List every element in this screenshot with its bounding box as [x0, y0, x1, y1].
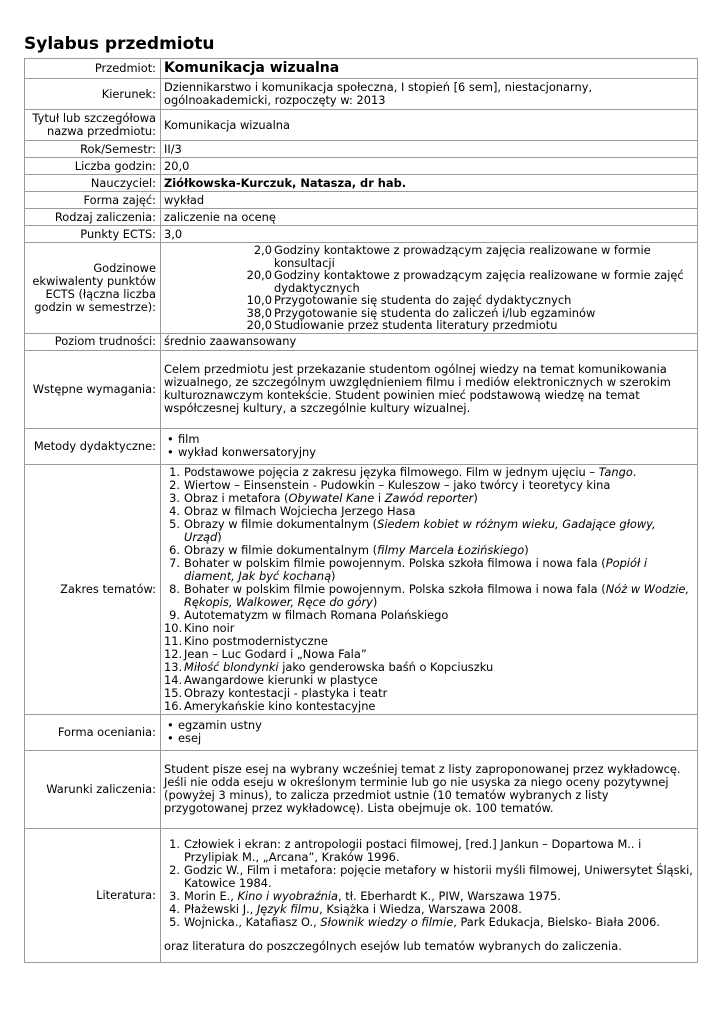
item-after: ): [217, 529, 222, 544]
hours-item: [164, 244, 694, 269]
hours-text: Godziny kontaktowe z prowadzącym zajęcia realizowane w formie zajęć dydaktycznych: [274, 268, 684, 295]
item-after: ): [524, 542, 529, 557]
value-ekwiwalenty: [161, 243, 698, 334]
value-godziny: 20,0: [161, 158, 698, 175]
item-after: , tł. Eberhardt K., PIW, Warszawa 1975.: [338, 888, 561, 903]
item-text: Obrazy w filmie dokumentalnym (: [184, 516, 378, 531]
value-warunki: Student pisze esej na wybrany wcześniej temat z listy zaproponowanej przez wykładowcę. Jeśli nie odda eseju w określonym terminie lub go nie usyska za niego oceny pozytywnej (powyżej 3 minus), to zalicza przedmiot ustnie (10 tematów wybranych z listy przygotowanej przez wykładowcę). Lista obejmuje ok. 100 tematów.: [161, 750, 698, 828]
hours-text: Godziny kontaktowe z prowadzącym zajęcia realizowane w formie konsultacji: [274, 243, 651, 270]
hours-item: [164, 269, 694, 294]
item-italic: Obywatel Kane: [288, 490, 375, 505]
item-text: Płażewski J.,: [184, 901, 257, 916]
item-italic: Kino i wyobraźnia: [237, 888, 339, 903]
item-number: 5.: [169, 914, 180, 929]
item-text: Kino postmodernistyczne: [184, 633, 328, 648]
item-number: 2.: [169, 477, 180, 492]
row-kierunek: [25, 79, 698, 110]
item-italic: Tango: [598, 464, 633, 479]
value-zakres: [161, 464, 698, 714]
item-after: .: [632, 464, 637, 479]
item-after: jako genderowska baśń o Kopciuszku: [278, 659, 494, 674]
value-rodzaj-zaliczenia: zaliczenie na ocenę: [161, 209, 698, 226]
hours-value: 10,0: [246, 293, 272, 307]
item-italic: Język filmu: [256, 901, 320, 916]
hours-item: [164, 294, 694, 307]
item-italic: Nóż w Wodzie, Rękopis, Walkower, Ręce do góry: [184, 581, 689, 609]
item-number: 4.: [169, 901, 180, 916]
item-text: Morin E.,: [184, 888, 238, 903]
label-ects: Punkty ECTS:: [25, 226, 161, 243]
list-item: [164, 838, 694, 864]
row-rodzaj-zaliczenia: [25, 209, 698, 226]
item-text: Wojnicka., Katafiasz O.,: [184, 914, 321, 929]
item-after: , Książka i Wiedza, Warszawa 2008.: [319, 901, 522, 916]
value-nauczyciel: Ziółkowska-Kurczuk, Natasza, dr hab.: [161, 175, 698, 192]
item-number: 15.: [164, 685, 183, 700]
label-rok: Rok/Semestr:: [25, 141, 161, 158]
row-wymagania: [25, 350, 698, 428]
label-wymagania: Wstępne wymagania:: [25, 350, 161, 428]
item-text: Autotematyzm w filmach Romana Polańskiego: [184, 607, 449, 622]
hours-list: [164, 244, 694, 332]
item-text: Bohater w polskim filmie powojennym. Polska szkoła filmowa i nowa fala (: [184, 581, 606, 596]
item-number: 1.: [169, 836, 180, 851]
item-number: 9.: [169, 607, 180, 622]
item-text: Bohater w polskim filmie powojennym. Polska szkoła filmowa i nowa fala (: [184, 555, 606, 570]
row-rok: [25, 141, 698, 158]
item-italic: Miłość blondynki: [184, 659, 279, 674]
value-forma-zajec: wykład: [161, 192, 698, 209]
syllabus-table: [24, 58, 698, 963]
metody-list: [164, 433, 694, 459]
item-text: Obraz i metafora (: [184, 490, 289, 505]
list-item: [164, 916, 694, 929]
item-text: Godzic W., Film i metafora: pojęcie metafory w historii myśli filmowej, Uniwersytet Śląski, Katowice 1984.: [184, 862, 693, 890]
value-kierunek: Dziennikarstwo i komunikacja społeczna, I stopień [6 sem], niestacjonarny, ogólnoakademicki, rozpoczęty w: 2013: [161, 79, 698, 110]
item-after: ): [473, 490, 478, 505]
item-number: 8.: [169, 581, 180, 596]
hours-text: Studiowanie przez studenta literatury przedmiotu: [274, 318, 558, 332]
zakres-list: [164, 466, 694, 713]
item-italic: filmy Marcela Łozińskiego: [377, 542, 525, 557]
item-italic: Popiół i diament, Jak być kochaną: [184, 555, 647, 583]
item-number: 10.: [164, 620, 183, 635]
item-text: Wiertow – Einsenstein - Pudowkin – Kuleszow – jako twórcy i teoretycy kina: [184, 477, 611, 492]
item-after: ): [372, 594, 378, 609]
label-forma-oceniania: Forma oceniania:: [25, 714, 161, 750]
row-nauczyciel: [25, 175, 698, 192]
page-title: Sylabus przedmiotu: [24, 34, 215, 54]
item-text: Kino noir: [184, 620, 235, 635]
item-number: 1.: [169, 464, 180, 479]
item-italic: Siedem kobiet w różnym wieku, Gadające głowy, Urząd: [184, 516, 656, 544]
value-przedmiot: Komunikacja wizualna: [161, 59, 698, 79]
list-item: • esej: [164, 732, 694, 745]
row-godziny: [25, 158, 698, 175]
row-forma-oceniania: [25, 714, 698, 750]
hours-value: 20,0: [246, 318, 272, 332]
label-poziom: Poziom trudności:: [25, 333, 161, 350]
item-number: 3.: [169, 888, 180, 903]
row-przedmiot: [25, 59, 698, 79]
item-number: 5.: [169, 516, 180, 531]
list-item: [164, 518, 694, 544]
row-metody: [25, 428, 698, 464]
list-item: [164, 864, 694, 890]
item-text: Człowiek i ekran: z antropologii postaci filmowej, [red.] Jankun – Dopartowa M.. i Przylipiak M., „Arcana”, Kraków 1996.: [184, 836, 642, 864]
item-after: , Park Edukacja, Bielsko- Biała 2006.: [453, 914, 660, 929]
hours-text: Przygotowanie się studenta do zajęć dydaktycznych: [274, 293, 572, 307]
item-mid: i: [374, 490, 385, 505]
row-zakres: [25, 464, 698, 714]
item-text: Jean – Luc Godard i „Nowa Fala”: [184, 646, 367, 661]
label-nauczyciel: Nauczyciel:: [25, 175, 161, 192]
value-ects: 3,0: [161, 226, 698, 243]
hours-value: 20,0: [246, 268, 272, 282]
item-number: 3.: [169, 490, 180, 505]
item-number: 12.: [164, 646, 183, 661]
item-text: Podstawowe pojęcia z zakresu języka filmowego. Film w jednym ujęciu –: [184, 464, 599, 479]
label-metody: Metody dydaktyczne:: [25, 428, 161, 464]
label-ekwiwalenty: Godzinowe ekwiwalenty punktów ECTS (łączna liczba godzin w semestrze):: [25, 243, 161, 334]
row-poziom: [25, 333, 698, 350]
row-ects: [25, 226, 698, 243]
hours-value: 38,0: [246, 305, 272, 320]
item-italic: Słownik wiedzy o filmie: [320, 914, 454, 929]
row-literatura: [25, 828, 698, 962]
literatura-note: oraz literatura do poszczególnych esejów lub tematów wybranych do zaliczenia.: [164, 938, 622, 953]
label-tytul: Tytuł lub szczegółowa nazwa przedmiotu:: [25, 110, 161, 141]
hours-value: 2,0: [253, 243, 272, 257]
item-number: 13.: [164, 659, 183, 674]
list-item: [164, 700, 694, 713]
item-number: 14.: [164, 672, 183, 687]
value-forma-oceniania: [161, 714, 698, 750]
row-warunki: [25, 750, 698, 828]
list-item: [164, 609, 694, 622]
label-literatura: Literatura:: [25, 828, 161, 962]
item-number: 11.: [164, 633, 183, 648]
row-tytul: [25, 110, 698, 141]
label-forma-zajec: Forma zajęć:: [25, 192, 161, 209]
ocenianie-list: [164, 719, 694, 745]
label-zakres: Zakres tematów:: [25, 464, 161, 714]
value-literatura: [161, 828, 698, 962]
item-number: 2.: [169, 862, 180, 877]
value-rok: II/3: [161, 141, 698, 158]
literatura-list: [164, 838, 694, 929]
label-warunki: Warunki zaliczenia:: [25, 750, 161, 828]
item-number: 16.: [164, 698, 183, 713]
item-text: Obraz w filmach Wojciecha Jerzego Hasa: [184, 503, 416, 518]
list-item: • film: [164, 433, 694, 446]
label-kierunek: Kierunek:: [25, 79, 161, 110]
list-item: • egzamin ustny: [164, 719, 694, 732]
item-text: Obrazy kontestacji - plastyka i teatr: [184, 685, 388, 700]
item-italic: Zawód reporter: [384, 490, 474, 505]
list-item: • wykład konwersatoryjny: [164, 446, 694, 459]
label-przedmiot: Przedmiot:: [25, 59, 161, 79]
item-text: Awangardowe kierunki w plastyce: [184, 672, 378, 687]
item-after: ): [331, 568, 336, 583]
item-number: 7.: [169, 555, 180, 570]
item-number: 6.: [169, 542, 180, 557]
item-text: Amerykańskie kino kontestacyjne: [184, 698, 376, 713]
value-wymagania: Celem przedmiotu jest przekazanie studentom ogólnej wiedzy na temat komunikowania wizualnego, ze szczególnym uwzględnieniem filmu i mediów elektronicznych w szerokim kulturoznawczym kontekście. Student powinien mieć podstawową wiedzę na temat współczesnej kultury, a szczególnie kultury wizualnej.: [161, 350, 698, 428]
value-poziom: średnio zaawansowany: [161, 333, 698, 350]
label-godziny: Liczba godzin:: [25, 158, 161, 175]
value-tytul: Komunikacja wizualna: [161, 110, 698, 141]
list-item: [164, 557, 694, 583]
value-metody: [161, 428, 698, 464]
label-rodzaj-zaliczenia: Rodzaj zaliczenia:: [25, 209, 161, 226]
hours-item: [164, 319, 694, 332]
list-item: [164, 583, 694, 609]
hours-text: Przygotowanie się studenta do zaliczeń i/lub egzaminów: [274, 305, 596, 320]
row-ekwiwalenty: [25, 243, 698, 334]
item-number: 4.: [169, 503, 180, 518]
row-forma-zajec: [25, 192, 698, 209]
item-text: Obrazy w filmie dokumentalnym (: [184, 542, 378, 557]
